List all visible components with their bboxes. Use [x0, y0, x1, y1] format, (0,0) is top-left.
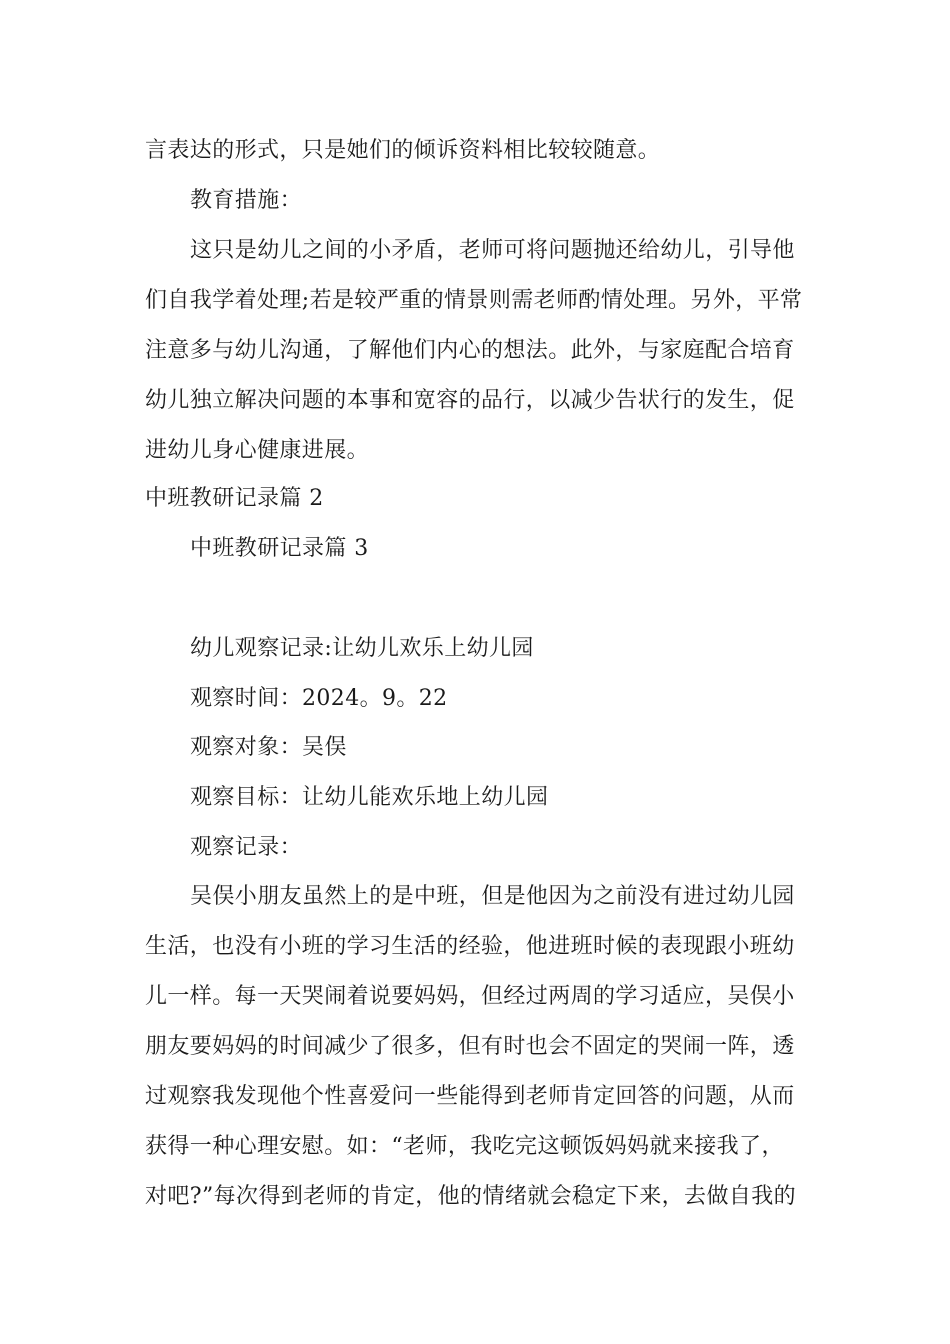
observation-goal: 观察目标：让幼儿能欢乐地上幼儿园 — [190, 785, 549, 810]
paragraph-line: 吴俣小朋友虽然上的是中班，但是他因为之前没有进过幼儿园 — [190, 884, 795, 909]
paragraph-line: 生活，也没有小班的学习生活的经验，他进班时候的表现跟小班幼 — [145, 934, 795, 959]
paragraph-line: 对吧?”每次得到老师的肯定，他的情绪就会稳定下来，去做自我的 — [145, 1184, 797, 1209]
observation-time: 观察时间：2024。9。22 — [190, 686, 448, 711]
paragraph-line: 注意多与幼儿沟通，了解他们内心的想法。此外，与家庭配合培育 — [145, 338, 795, 363]
paragraph-line: 进幼儿身心健康进展。 — [145, 438, 370, 463]
paragraph-line: 朋友要妈妈的时间减少了很多，但有时也会不固定的哭闹一阵，透 — [145, 1034, 795, 1059]
section-heading-education-measures: 教育措施： — [190, 188, 303, 213]
observation-record-heading: 观察记录： — [190, 835, 303, 860]
paragraph-line: 幼儿独立解决问题的本事和宽容的品行，以减少告状行的发生，促 — [145, 388, 795, 413]
paragraph-line: 言表达的形式，只是她们的倾诉资料相比较较随意。 — [145, 138, 661, 163]
section-title-part-2: 中班教研记录篇 2 — [145, 486, 324, 511]
section-title-part-3: 中班教研记录篇 3 — [190, 536, 369, 561]
paragraph-line: 这只是幼儿之间的小矛盾，老师可将问题抛还给幼儿，引导他 — [190, 238, 795, 263]
paragraph-line: 们自我学着处理;若是较严重的情景则需老师酌情处理。另外，平常 — [145, 288, 803, 313]
paragraph-line: 儿一样。每一天哭闹着说要妈妈，但经过两周的学习适应，吴俣小 — [145, 984, 795, 1009]
paragraph-line: 过观察我发现他个性喜爱问一些能得到老师肯定回答的问题，从而 — [145, 1084, 795, 1109]
paragraph-line: 获得一种心理安慰。如：“老师，我吃完这顿饭妈妈就来接我了， — [145, 1134, 784, 1159]
observation-subject: 观察对象：吴俣 — [190, 735, 347, 760]
observation-title: 幼儿观察记录:让幼儿欢乐上幼儿园 — [190, 636, 534, 661]
